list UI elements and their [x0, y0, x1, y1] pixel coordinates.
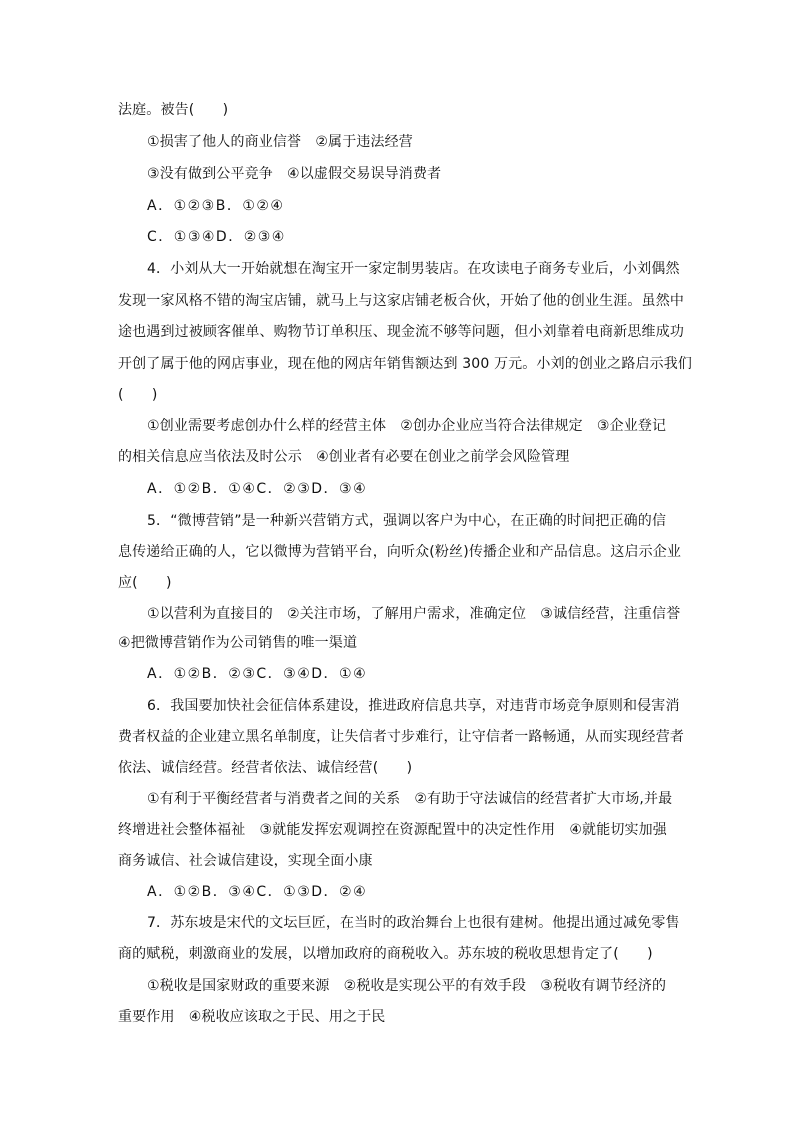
q4-stem-line-4: 开创了属于他的网店事业，现在他的网店年销售额达到 300 万元。小刘的创业之路启示我们 [118, 356, 693, 372]
q5-options: A．①②B．②③C．③④D．①④ [147, 666, 368, 682]
q6-options: A．①②B．③④C．①③D．②④ [147, 884, 368, 900]
q4-statements-line-1: ①创业需要考虑创办什么样的经营主体 ②创办企业应当符合法律规定 ③企业登记 [147, 418, 667, 434]
q4-statements-line-2: 的相关信息应当依法及时公示 ④创业者有必要在创业之前学会风险管理 [118, 449, 570, 465]
q6-statements-line-1: ①有利于平衡经营者与消费者之间的关系 ②有助于守法诚信的经营者扩大市场,并最 [147, 791, 673, 807]
q4-options: A．①②B．①④C．②③D．③④ [147, 481, 368, 497]
q6-stem-line-3: 依法、诚信经营。经营者依法、诚信经营( ) [118, 760, 413, 776]
q5-statements-line-2: ④把微博营销作为公司销售的唯一渠道 [118, 635, 358, 651]
q6-stem-line-1: 6．我国要加快社会征信体系建设，推进政府信息共享，对违背市场竞争原则和侵害消 [147, 698, 680, 714]
q4-stem-line-3: 途也遇到过被顾客催单、购物节订单积压、现金流不够等问题，但小刘靠着电商新思维成功 [118, 324, 684, 340]
q3-options-line-1: A．①②③B．①②④ [147, 198, 285, 214]
q5-stem-line-3: 应( ) [118, 575, 172, 591]
q7-stem-line-2: 商的赋税，刺激商业的发展，以增加政府的商税收入。苏东坡的税收思想肯定了( ) [118, 946, 653, 962]
q7-statements-line-1: ①税收是国家财政的重要来源 ②税收是实现公平的有效手段 ③税收有调节经济的 [147, 978, 667, 994]
q6-stem-line-2: 费者权益的企业建立黑名单制度，让失信者寸步难行，让守信者一路畅通，从而实现经营者 [118, 729, 684, 745]
q3-statements-line-2: ③没有做到公平竞争 ④以虚假交易误导消费者 [147, 166, 442, 182]
q5-statements-line-1: ①以营利为直接目的 ②关注市场，了解用户需求，准确定位 ③诚信经营，注重信誉 [147, 606, 681, 622]
q6-statements-line-2: 终增进社会整体福祉 ③就能发挥宏观调控在资源配置中的决定性作用 ④就能切实加强 [118, 822, 667, 838]
q5-stem-line-1: 5．“微博营销”是一种新兴营销方式，强调以客户为中心，在正确的时间把正确的信 [147, 513, 667, 529]
q3-statements-line-1: ①损害了他人的商业信誉 ②属于违法经营 [147, 134, 413, 150]
q7-statements-line-2: 重要作用 ④税收应该取之于民、用之于民 [118, 1009, 386, 1025]
q7-stem-line-1: 7．苏东坡是宋代的文坛巨匠，在当时的政治舞台上也很有建树。他提出通过减免零售 [147, 915, 680, 931]
q4-stem-line-2: 发现一家风格不错的淘宝店铺，就马上与这家店铺老板合伙，开始了他的创业生涯。虽然中 [118, 293, 684, 309]
q4-stem-line-1: 4．小刘从大一开始就想在淘宝开一家定制男装店。在攻读电子商务专业后，小刘偶然 [147, 261, 680, 277]
q4-stem-line-5: ( ) [118, 387, 158, 403]
q6-statements-line-3: 商务诚信、社会诚信建设，实现全面小康 [118, 853, 373, 869]
q5-stem-line-2: 息传递给正确的人，它以微博为营销平台，向听众(粉丝)传播企业和产品信息。这启示企业 [118, 544, 682, 560]
q3-options-line-2: C．①③④D．②③④ [147, 229, 286, 245]
q3-stem-end: 法庭。被告( ) [118, 102, 229, 118]
